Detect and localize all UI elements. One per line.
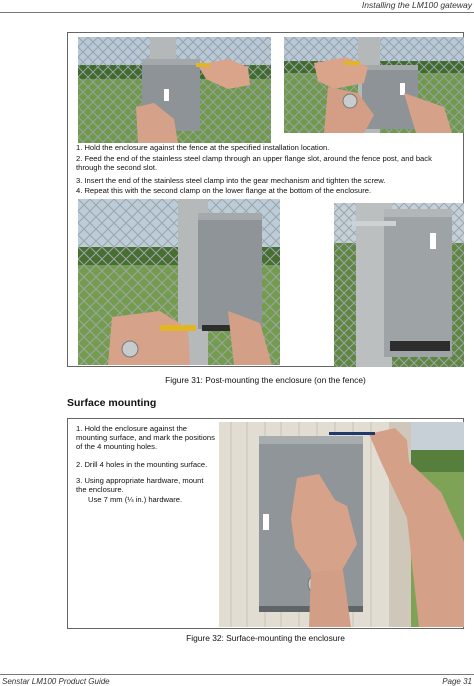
- photo-second-clamp: [334, 203, 464, 367]
- figure-31-box: [67, 32, 464, 367]
- step-1: 1. Hold the enclosure against the mounting surface, and mark the positions of the 4 mounting holes.: [76, 424, 215, 452]
- photo-feed-clamp: [284, 37, 464, 133]
- running-header: Installing the LM100 gateway: [361, 0, 472, 10]
- figure-32-box: [67, 418, 464, 629]
- section-heading: Surface mounting: [67, 397, 157, 409]
- header-rule: [0, 12, 474, 13]
- step-4: 4. Repeat this with the second clamp on the lower flange at the bottom of the enclosure.: [76, 186, 372, 195]
- photo-surface-mount: [219, 422, 464, 627]
- footer-product-guide: Senstar LM100 Product Guide: [2, 677, 110, 686]
- footer-rule: [0, 674, 474, 675]
- step-3: 3. Using appropriate hardware, mount the enclosure.: [76, 476, 204, 495]
- photo-tighten-clamp: [78, 199, 280, 365]
- photo-hold-enclosure-fence: [78, 37, 271, 143]
- step-2: 2. Drill 4 holes in the mounting surface.: [76, 460, 208, 469]
- footer-page-number: Page 31: [442, 677, 472, 686]
- hardware-note: Use 7 mm (¼ in.) hardware.: [88, 495, 183, 504]
- step-2: 2. Feed the end of the stainless steel clamp through an upper flange slot, around the fence post, and back through the second slot.: [76, 154, 432, 173]
- step-1: 1. Hold the enclosure against the fence at the specified installation location.: [76, 143, 330, 152]
- step-3: 3. Insert the end of the stainless steel clamp into the gear mechanism and tighten the screw.: [76, 176, 386, 185]
- figure-31-caption: Figure 31: Post-mounting the enclosure (on the fence): [165, 375, 366, 385]
- figure-32-caption: Figure 32: Surface-mounting the enclosure: [186, 633, 345, 643]
